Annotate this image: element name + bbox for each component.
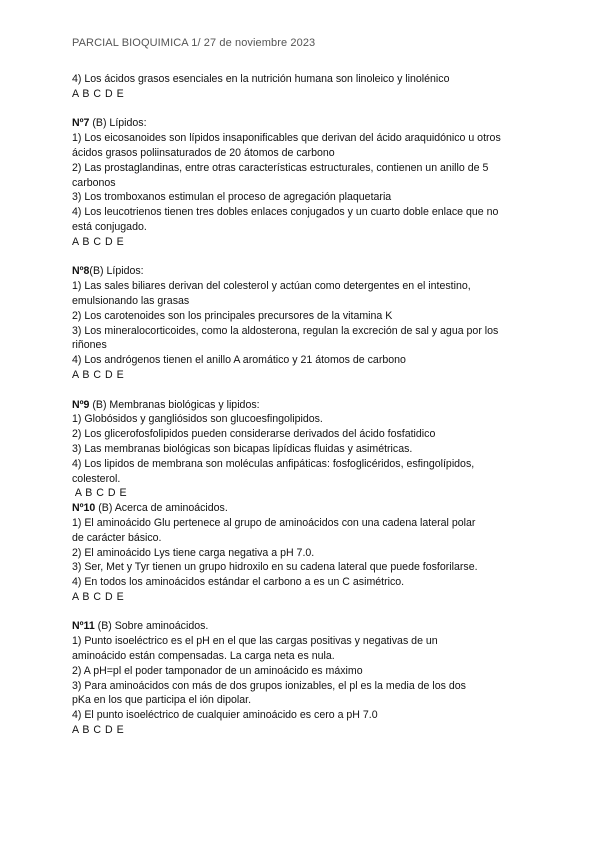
question-8-line: 4) Los andrógenos tienen el anillo A aromático y 21 átomos de carbono xyxy=(72,354,406,367)
question-11-options: A B C D E xyxy=(72,724,125,737)
question-9-line: 4) Los lipidos de membrana son moléculas anfipáticas: fosfoglicéridos, esfingolípidos, xyxy=(72,457,475,470)
question-9-options: A B C D E xyxy=(72,487,128,500)
question-11-line: 1) Punto isoeléctrico es el pH en el que las cargas positivas y negativas de un xyxy=(72,635,438,648)
question-10-line: de carácter básico. xyxy=(72,531,162,544)
question-9-line: colesterol. xyxy=(72,472,121,485)
question-8-line: 1) Las sales biliares derivan del colesterol y actúan como detergentes en el intestino, xyxy=(72,280,471,293)
question-11-line: 4) El punto isoeléctrico de cualquier aminoácido es cero a pH 7.0 xyxy=(72,709,378,722)
question-11-line: 3) Para aminoácidos con más de dos grupos ionizables, el pl es la media de los dos xyxy=(72,679,466,692)
question-7-line: 3) Los tromboxanos estimulan el proceso de agregación plaquetaria xyxy=(72,191,392,204)
question-11-title: (B) Sobre aminoácidos. xyxy=(94,620,209,633)
question-8-options: A B C D E xyxy=(72,368,125,381)
question-10-line: 3) Ser, Met y Tyr tienen un grupo hidroxilo en su cadena lateral que puede fosforilarse. xyxy=(72,561,478,574)
question-9-heading xyxy=(72,398,532,413)
question-7-line: 4) Los leucotrienos tienen tres dobles enlaces conjugados y un cuarto doble enlace que no xyxy=(72,206,499,219)
prev-options: A B C D E xyxy=(72,87,125,100)
question-9-line: 2) Los glicerofosfolipidos pueden considerarse derivados del ácido fosfatidico xyxy=(72,428,436,441)
question-10-title: (B) Acerca de aminoácidos. xyxy=(95,502,228,515)
question-8-line: 2) Los carotenoides son los principales precursores de la vitamina K xyxy=(72,309,393,322)
question-10-line: 1) El aminoácido Glu pertenece al grupo de aminoácidos con una cadena lateral polar xyxy=(72,516,476,529)
question-11-line: pKa en los que participa el ión dipolar. xyxy=(72,694,252,707)
question-10-number: Nº10 xyxy=(72,502,96,515)
question-7-line: 2) Las prostaglandinas, entre otras características estructurales, contienen un anillo de 5 xyxy=(72,161,489,174)
question-7-line: ácidos grasos poliinsaturados de 20 átomos de carbono xyxy=(72,146,335,159)
question-11-line: aminoácido están compensadas. La carga neta es nula. xyxy=(72,650,335,663)
page-content xyxy=(72,72,532,738)
question-8-line: riñones xyxy=(72,339,107,352)
question-11-line: 2) A pH=pl el poder tamponador de un aminoácido es máximo xyxy=(72,664,363,677)
prev-item-4: 4) Los ácidos grasos esenciales en la nutrición humana son linoleico y linolénico xyxy=(72,73,450,85)
question-8-line: emulsionando las grasas xyxy=(72,294,190,307)
question-8-heading xyxy=(72,264,532,279)
question-8-number: Nº8 xyxy=(72,265,90,278)
question-7-line: 1) Los eicosanoides son lípidos insaponificables que derivan del ácido araquidónico u otros xyxy=(72,132,501,145)
question-7-options: A B C D E xyxy=(72,235,125,248)
question-7-title: (B) Lípidos: xyxy=(89,117,147,130)
question-8-title: (B) Lípidos: xyxy=(89,265,144,278)
question-9-title: (B) Membranas biológicas y lipidos: xyxy=(89,398,260,411)
question-9-number: Nº9 xyxy=(72,398,90,411)
question-8-line: 3) Los mineralocorticoides, como la aldosterona, regulan la excreción de sal y agua por los xyxy=(72,324,499,337)
question-7-line: está conjugado. xyxy=(72,220,147,233)
question-10-heading xyxy=(72,501,532,516)
question-9-line: 1) Globósidos y gangliósidos son glucoesfingolipidos. xyxy=(72,413,323,426)
question-9-line: 3) Las membranas biológicas son bicapas lipídicas fluidas y asimétricas. xyxy=(72,442,413,455)
page-header: PARCIAL BIOQUIMICA 1/ 27 de noviembre 2023 xyxy=(72,37,316,49)
question-10-line: 2) El aminoácido Lys tiene carga negativa a pH 7.0. xyxy=(72,546,315,559)
question-7-heading xyxy=(72,116,532,131)
question-7-number: Nº7 xyxy=(72,117,90,130)
question-7-line: carbonos xyxy=(72,176,116,189)
question-10-options: A B C D E xyxy=(72,590,125,603)
question-10-line: 4) En todos los aminoácidos estándar el carbono a es un C asimétrico. xyxy=(72,576,405,589)
question-11-number: Nº11 xyxy=(72,620,95,633)
question-11-heading xyxy=(72,619,532,634)
